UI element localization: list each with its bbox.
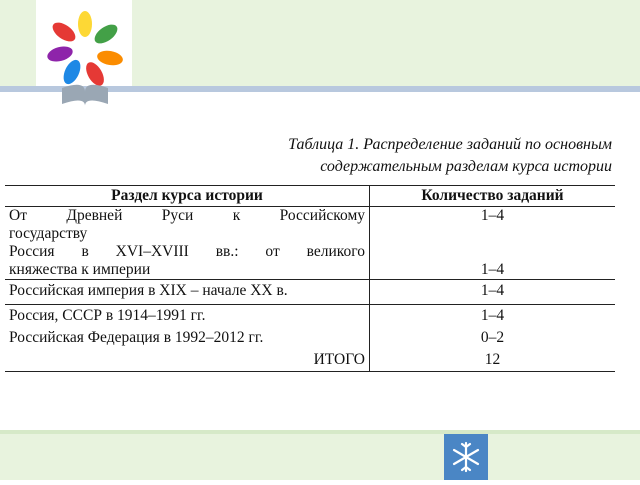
count-cell: 0–2 xyxy=(370,325,616,347)
section-cell: От Древней Руси к Российскому xyxy=(9,207,365,224)
header-section: Раздел курса истории xyxy=(5,186,370,207)
bottom-decorative-band xyxy=(0,430,640,480)
section-cell: Российская Федерация в 1992–2012 гг. xyxy=(9,329,264,346)
section-cell-cont: государству xyxy=(9,225,88,242)
table-row xyxy=(5,207,615,244)
count-cell: 1–4 xyxy=(370,280,616,305)
table-row xyxy=(5,325,615,347)
caption-line-1: Таблица 1. Распределение заданий по основным xyxy=(288,136,612,153)
table-row xyxy=(5,305,615,326)
table-caption xyxy=(192,134,612,178)
count-cell: 1–4 xyxy=(370,207,616,244)
count-cell: 1–4 xyxy=(370,305,616,326)
distribution-table xyxy=(5,185,615,372)
book-shape xyxy=(62,85,108,106)
total-count: 12 xyxy=(370,347,616,372)
snowflake-icon xyxy=(444,434,488,480)
table-row xyxy=(5,280,615,305)
caption-line-2: содержательным разделам курса истории xyxy=(320,158,612,175)
count-cell: 1–4 xyxy=(480,261,505,278)
header-count: Количество заданий xyxy=(370,186,616,207)
section-cell: Россия в XVI–XVIII вв.: от великого xyxy=(9,243,365,260)
table-header-row xyxy=(5,186,615,207)
footer-badge xyxy=(444,434,488,480)
colorful-hands-book-icon xyxy=(40,8,130,108)
total-row xyxy=(5,347,615,372)
footer-divider xyxy=(0,430,640,434)
hands-wreath xyxy=(46,11,124,89)
section-cell-cont: княжества к империи xyxy=(9,261,151,278)
section-cell: Россия, СССР в 1914–1991 гг. xyxy=(5,305,370,326)
section-cell: Российская империя в XIX – начале XX в. xyxy=(5,280,370,305)
table-row xyxy=(5,243,615,280)
total-label: ИТОГО xyxy=(5,347,370,372)
